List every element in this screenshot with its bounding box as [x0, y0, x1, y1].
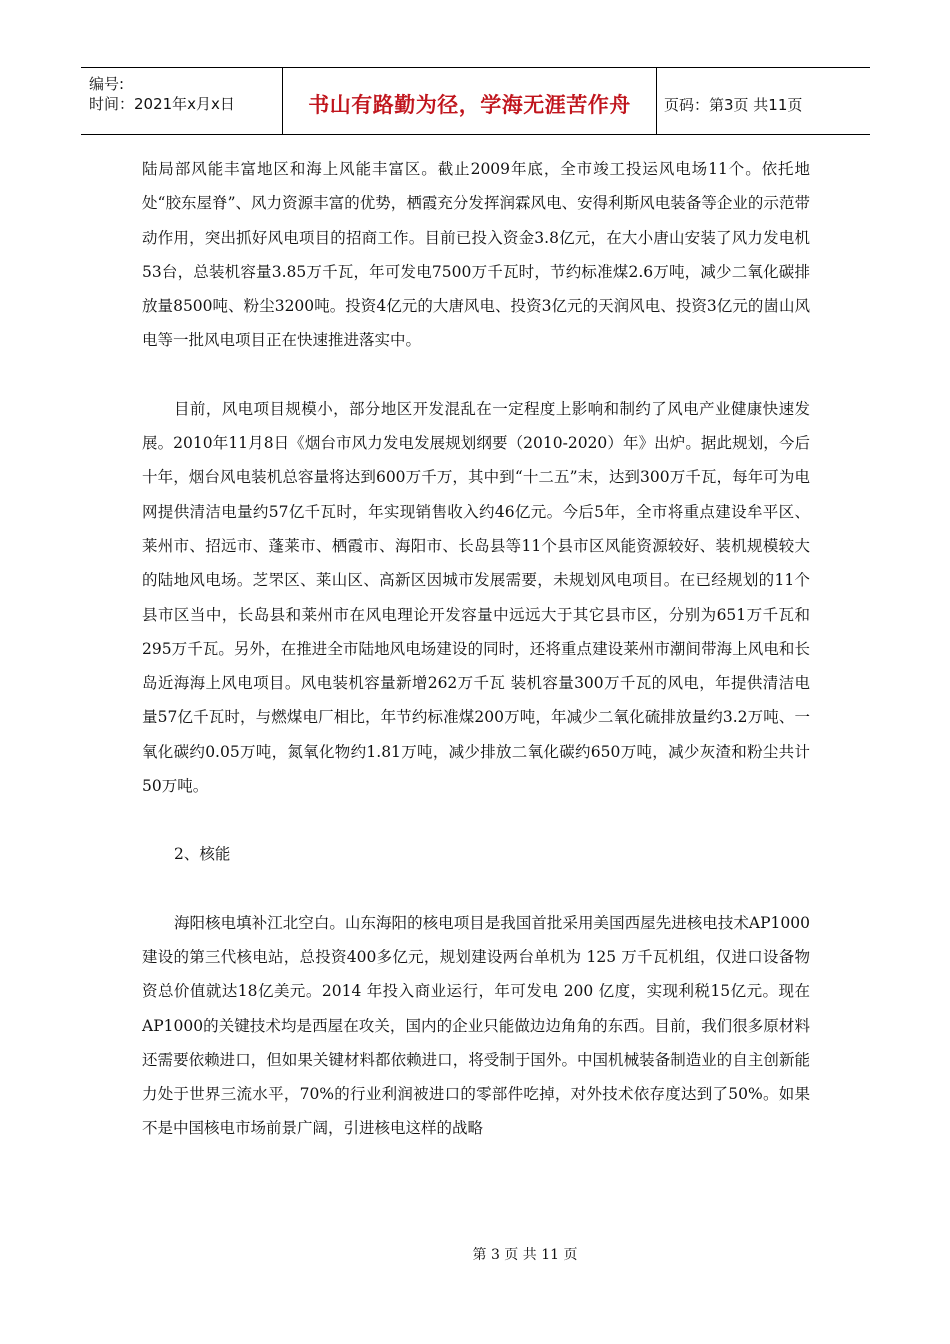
page-footer: 第 3 页 共 11 页 [472, 1247, 578, 1263]
paragraph-wind-planning: 目前，风电项目规模小，部分地区开发混乱在一定程度上影响和制约了风电产业健康快速发展。2010年11月8日《烟台市风力发电发展规划纲要（2010-2020）年》出炉。据此规划，今后十年，烟台风电装机总容量将达到600万千万，其中到“十二五”末，达到300万千瓦，每年可为电网提供清洁电量约57亿千瓦时，年实现销售收入约46亿元。今后5年，全市将重点建设牟平区、莱州市、招远市、蓬莱市、栖霞市、海阳市、长岛县等11个县市区风能资源较好、装机规模较大的陆地风电场。芝罘区、莱山区、高新区因城市发展需要，未规划风电项目。在已经规划的11个县市区当中，长岛县和莱州市在风电理论开发容量中远远大于其它县市区，分别为651万千瓦和295万千瓦。另外，在推进全市陆地风电场建设的同时，还将重点建设莱州市潮间带海上风电和长岛近海海上风电项目。风电装机容量新增262万千瓦 装机容量300万千瓦的风电，年提供清洁电量57亿千瓦时，与燃煤电厂相比，年节约标准煤200万吨，年减少二氧化硫排放量约3.2万吨、一氧化碳约0.05万吨，氮氧化物约1.81万吨，减少排放二氧化碳约650万吨，减少灰渣和粉尘共计50万吨。 [142, 399, 810, 796]
document-body [142, 152, 810, 1146]
time-label: 时间：2021年x月x日 [89, 95, 235, 113]
paragraph-nuclear: 海阳核电填补江北空白。山东海阳的核电项目是我国首批采用美国西屋先进核电技术AP1000建设的第三代核电站，总投资400多亿元，规划建设两台单机为 125 万千瓦机组，仅进口设备物资总价值就达18亿美元。2014 年投入商业运行，年可发电 200 亿度，实现利税15亿元。现在AP1000的关键技术均是西屋在攻关，国内的企业只能做边边角角的东西。目前，我们很多原材料还需要依赖进口，但如果关键材料都依赖进口，将受制于国外。中国机械装备制造业的自主创新能力处于世界三流水平，70%的行业利润被进口的零部件吃掉，对外技术依存度达到了50%。如果不是中国核电市场前景广阔，引进核电这样的战略 [142, 913, 810, 1138]
number-label: 编号: [89, 75, 125, 93]
paragraph-wind-continued: 陆局部风能丰富地区和海上风能丰富区。截止2009年底，全市竣工投运风电场11个。依托地处“胶东屋脊”、风力资源丰富的优势，栖霞充分发挥润霖风电、安得利斯风电装备等企业的示范带动作用，突出抓好风电项目的招商工作。目前已投入资金3.8亿元，在大小唐山安装了风力发电机53台，总装机容量3.85万千瓦，年可发电7500万千瓦时，节约标准煤2.6万吨，减少二氧化碳排放量8500吨、粉尘3200吨。投资4亿元的大唐风电、投资3亿元的天润风电、投资3亿元的崮山风电等一批风电项目正在快速推进落实中。 [142, 160, 810, 350]
document-header [81, 67, 870, 135]
header-page-code: 页码：第3页 共11页 [664, 95, 803, 114]
header-meta-cell [81, 68, 283, 134]
section-heading-nuclear: 2、核能 [174, 845, 231, 864]
header-motto: 书山有路勤为径，学海无涯苦作舟 [283, 68, 657, 134]
